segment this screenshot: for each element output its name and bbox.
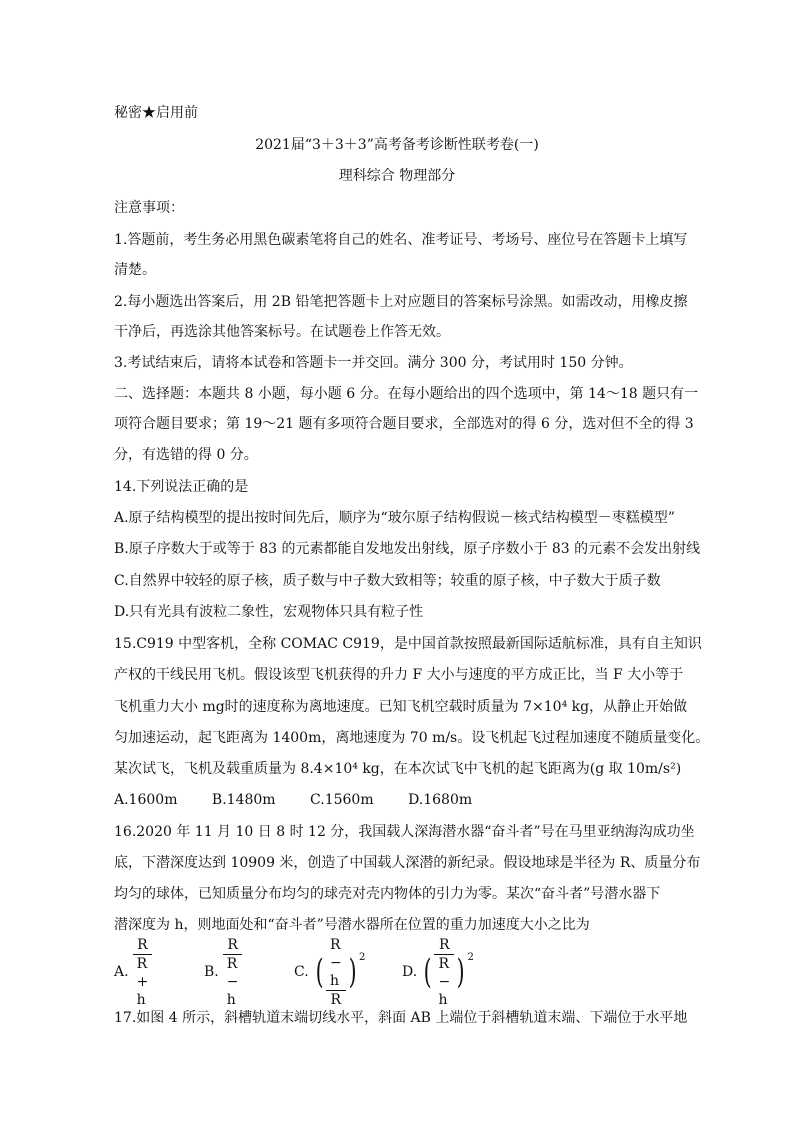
question-15-stem: 15.C919 中型客机，全称 COMAC C919，是中国首款按照最新国际适航标准，具有自主知识 (114, 636, 702, 652)
notice-item-3: 3.考试结束后，请将本试卷和答题卡一并交回。满分 300 分，考试用时 150 分钟。 (114, 355, 633, 371)
question-14-option-a: A.原子结构模型的提出按时间先后，顺序为“玻尔原子结构假说－核式结构模型－枣糕模型” (114, 510, 675, 526)
notice-item-2: 2.每小题选出答案后，用 2B 铅笔把答题卡上对应题目的答案标号涂黑。如需改动，用橡皮擦 (114, 294, 688, 310)
notice-item-1-cont: 清楚。 (114, 262, 156, 278)
fraction: $\frac{R}{R - h}$ (434, 936, 454, 1009)
question-15-option-a: A.1600m (114, 792, 178, 808)
section-instructions-end: 分，有选错的得 0 分。 (114, 447, 258, 463)
question-15-option-c: C.1560m (310, 792, 374, 808)
fraction: $\frac{R}{R + h}$ (133, 936, 153, 1009)
question-17-stem: 17.如图 4 所示，斜槽轨道末端切线水平，斜面 AB 上端位于斜槽轨道末端、下端位于水平地 (114, 1010, 688, 1026)
section-instructions-cont: 项符合题目要求；第 19～21 题有多项符合题目要求，全部选对的得 6 分，选对但不全的得 3 (114, 416, 694, 432)
question-14-option-d: D.只有光具有波粒二象性，宏观物体只具有粒子性 (114, 604, 424, 620)
notice-item-2-cont: 干净后，再选涂其他答案标号。在试题卷上作答无效。 (114, 324, 450, 340)
question-16-stem-4: 潜深度为 h，则地面处和“奋斗者”号潜水器所在位置的重力加速度大小之比为 (114, 917, 590, 933)
exam-title: 2021届“3＋3＋3”高考备考诊断性联考卷(一) (255, 137, 539, 153)
question-16-option-c: C. ( $\frac{R - h}{R}$ ) 2 (294, 936, 366, 1008)
question-14-option-c: C.自然界中较轻的原子核，质子数与中子数大致相等；较重的原子核，中子数大于质子数 (114, 573, 661, 589)
notice-item-1: 1.答题前，考生务必用黑色碳素笔将自己的姓名、准考证号、考场号、座位号在答题卡上填写 (114, 232, 688, 248)
question-16-option-a: A. $\frac{R}{R + h}$ (114, 950, 152, 994)
question-16-stem-2: 底，下潜深度达到 10909 米，创造了中国载人深潜的新纪录。假设地球是半径为 R、质量分布 (114, 855, 701, 871)
question-15-options (114, 790, 502, 810)
question-15-stem-5: 某次试飞，飞机及载重质量为 8.4×10⁴ kg，在本次试飞中飞机的起飞距离为(g 取 10m/s²) (114, 761, 682, 777)
question-16-stem-3: 均匀的球体，已知质量分布均匀的球壳对壳内物体的引力为零。某次“奋斗者”号潜水器下 (114, 886, 661, 902)
exam-subtitle: 理科综合 物理部分 (338, 168, 456, 184)
notice-heading: 注意事项： (114, 200, 184, 216)
question-15-stem-2: 产权的干线民用飞机。假设该型飞机获得的升力 F 大小与速度的平方成正比，当 F 大小等于 (114, 667, 684, 683)
section-instructions: 二、选择题：本题共 8 小题，每小题 6 分。在每小题给出的四个选项中，第 14～18 题只有一 (114, 386, 699, 402)
question-16-option-d: D. ( $\frac{R}{R - h}$ ) 2 (402, 936, 474, 1008)
question-16-option-b: B. $\frac{R}{R - h}$ (204, 950, 242, 994)
question-14-option-b: B.原子序数大于或等于 83 的元素都能自发地发出射线，原子序数小于 83 的元素不会发出射线 (114, 541, 701, 557)
fraction: $\frac{R - h}{R}$ (326, 936, 346, 1009)
secret-label: 秘密★启用前 (114, 105, 198, 121)
question-14-stem: 14.下列说法正确的是 (114, 479, 249, 495)
fraction: $\frac{R}{R - h}$ (223, 936, 243, 1009)
question-15-stem-4: 匀加速运动，起飞距离为 1400m，离地速度为 70 m/s。设飞机起飞过程加速度不随质量变化。 (114, 730, 710, 746)
question-15-stem-3: 飞机重力大小 mg时的速度称为离地速度。已知飞机空载时质量为 7×10⁴ kg，从静止开始做 (114, 699, 688, 715)
question-15-option-d: D.1680m (408, 792, 473, 808)
question-16-stem: 16.2020 年 11 月 10 日 8 时 12 分，我国载人深海潜水器“奋斗者”号在马里亚纳海沟成功坐 (114, 824, 695, 840)
question-15-option-b: B.1480m (211, 792, 276, 808)
